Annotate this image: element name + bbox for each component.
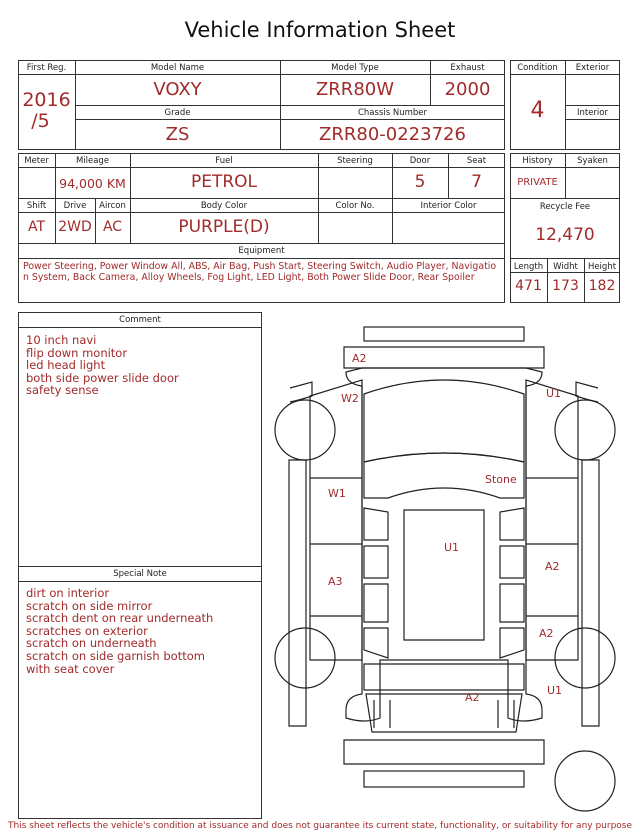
mileage-value: 94,000 KM: [59, 176, 126, 191]
drive-value: 2WD: [58, 219, 92, 235]
mileage-label: Mileage: [75, 156, 110, 166]
damage-front-right-fender: U1: [546, 387, 562, 400]
interior-label: Interior: [576, 108, 608, 118]
exterior-label: Exterior: [575, 63, 610, 73]
damage-windshield: W2: [341, 392, 359, 405]
fuel-value: PETROL: [190, 172, 258, 192]
model-name-value: VOXY: [153, 79, 202, 100]
door-value: 5: [414, 172, 426, 192]
left-body-side: [310, 380, 362, 660]
aircon-value: AC: [102, 219, 123, 235]
rear-bumper-bottom: [364, 771, 524, 787]
condition-label: Condition: [517, 63, 558, 73]
damage-left-front-door: W1: [328, 487, 346, 500]
front-right-wheel: [555, 400, 615, 460]
front-left-wheel: [275, 400, 335, 460]
damage-hood: Stone: [485, 473, 517, 486]
spare-wheel: [555, 751, 615, 811]
recycle-fee-value: 12,470: [535, 225, 595, 245]
first-reg-label: First Reg.: [26, 63, 67, 73]
color-no-label: Color No.: [335, 201, 375, 211]
first-reg-month: /5: [31, 110, 50, 132]
chassis-number-value: ZRR80-0223726: [319, 124, 466, 145]
grade-label: Grade: [164, 108, 191, 118]
left-sill: [289, 460, 306, 726]
special-note-label: Special Note: [113, 569, 167, 579]
seat-label: Seat: [466, 156, 487, 166]
chassis-number-label: Chassis Number: [357, 108, 428, 118]
recycle-fee-label: Recycle Fee: [539, 202, 591, 212]
height-label: Height: [587, 262, 617, 272]
exhaust-value: 2000: [444, 79, 491, 100]
special-note-text: dirt on interior scratch on side mirror scratch dent on rear underneath scratches on exterior scratch on underneath scratch on side garnish bottom with seat cover: [26, 586, 214, 676]
height-value: 182: [588, 278, 616, 294]
drive-label: Drive: [63, 201, 87, 211]
front-right-fender: [576, 382, 598, 402]
width-label: Widht: [553, 262, 578, 272]
damage-front-bumper: A2: [352, 352, 367, 365]
rear-right-wheel: [555, 628, 615, 688]
disclaimer-footer: This sheet reflects the vehicle's condition at issuance and does not guarantee its current state, functionality, or suitability for any purpose: [7, 821, 633, 831]
door-label: Door: [409, 156, 431, 166]
car-damage-diagram: [268, 318, 620, 818]
model-type-value: ZRR80W: [315, 79, 395, 100]
comment-text: 10 inch navi flip down monitor led head light both side power slide door safety sense: [26, 333, 179, 398]
model-type-label: Model Type: [331, 63, 379, 73]
equipment-list: Power Steering, Power Window All, ABS, Air Bag, Push Start, Steering Switch, Audio Player, Navigation System, Back Camera, Alloy Wheels, Fog Light, LED Light, Both Power Slide Door, Rear Spoiler: [23, 261, 497, 283]
right-body-side: [526, 380, 578, 660]
fuel-label: Fuel: [215, 156, 233, 166]
damage-left-rear-door: A3: [328, 575, 343, 588]
exhaust-label: Exhaust: [450, 63, 485, 73]
body-color-value: PURPLE(D): [178, 217, 270, 237]
meter-label: Meter: [24, 156, 49, 166]
roof: [404, 510, 484, 640]
grade-value: ZS: [165, 124, 190, 145]
history-label: History: [522, 156, 553, 166]
model-name-label: Model Name: [150, 63, 205, 73]
interior-color-label: Interior Color: [420, 201, 477, 211]
shift-label: Shift: [26, 201, 47, 211]
damage-right-front-door: A2: [545, 560, 560, 573]
condition-value: 4: [530, 98, 545, 123]
first-reg-year: 2016: [22, 89, 71, 111]
body-color-label: Body Color: [200, 201, 248, 211]
damage-right-rear-door: A2: [539, 627, 554, 640]
front-bumper: [344, 347, 544, 368]
history-value: PRIVATE: [517, 177, 558, 188]
syaken-label: Syaken: [577, 156, 608, 166]
length-label: Length: [513, 262, 544, 272]
damage-tailgate: A2: [465, 691, 480, 704]
front-left-fender: [290, 382, 312, 402]
rear-left-wheel: [275, 628, 335, 688]
rear-window: [364, 664, 524, 690]
damage-rear-right-fender: U1: [547, 684, 563, 697]
seat-value: 7: [471, 172, 482, 192]
rear-bumper: [344, 740, 544, 764]
comment-label: Comment: [119, 315, 161, 325]
page-title: Vehicle Information Sheet: [184, 18, 456, 42]
equipment-label: Equipment: [238, 246, 285, 256]
damage-roof: U1: [444, 541, 460, 554]
front-bumper-top: [364, 327, 524, 341]
length-value: 471: [515, 278, 542, 294]
shift-value: AT: [27, 219, 46, 235]
steering-label: Steering: [337, 156, 373, 166]
aircon-label: Aircon: [99, 201, 126, 211]
width-value: 173: [552, 278, 579, 294]
windshield: [364, 380, 524, 462]
